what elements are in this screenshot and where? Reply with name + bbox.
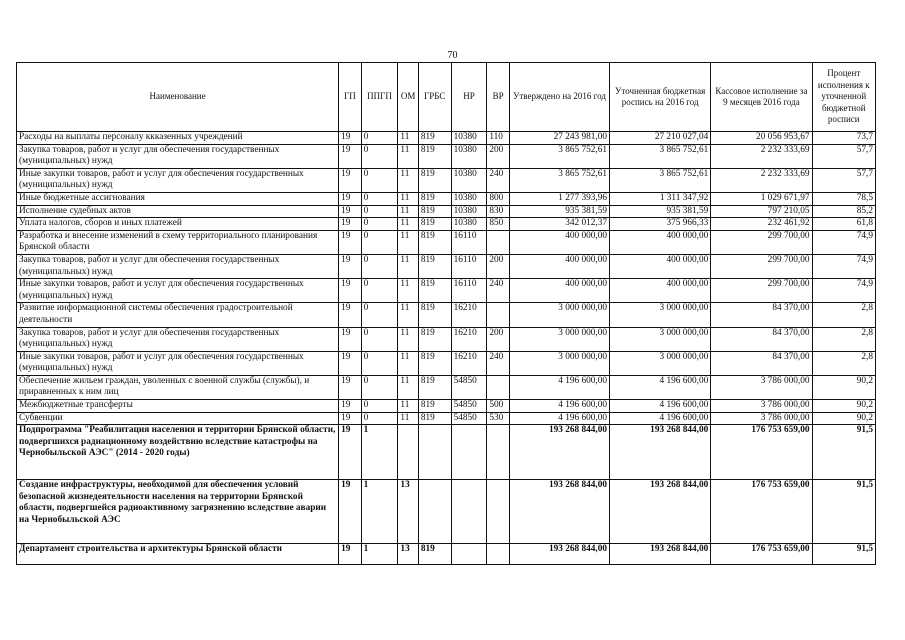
cell-nr: 10380 [451,132,487,145]
cell-name: Расходы на выплаты персоналу ккказенных учреждений [17,132,339,145]
cell-executed: 299 700,00 [711,279,812,303]
cell-approved: 3 000 000,00 [509,327,609,351]
table-row [17,303,876,327]
cell-nr: 10380 [451,168,487,192]
cell-om [398,425,418,480]
cell-approved: 193 268 844,00 [509,480,609,544]
cell-om: 11 [398,205,418,218]
cell-grbs: 819 [418,254,451,278]
cell-gp: 19 [339,303,361,327]
table-row [17,351,876,375]
cell-gp: 19 [339,544,361,565]
cell-gp: 19 [339,132,361,145]
cell-refined: 400 000,00 [610,254,711,278]
cell-approved: 4 196 600,00 [509,400,609,413]
cell-refined: 3 000 000,00 [610,327,711,351]
cell-approved: 27 243 981,00 [509,132,609,145]
cell-percent: 74,9 [812,279,875,303]
table-row [17,218,876,231]
table-row [17,144,876,168]
cell-om: 11 [398,375,418,399]
cell-nr: 54850 [451,412,487,425]
cell-ppgp: 1 [361,544,398,565]
cell-grbs: 819 [418,303,451,327]
cell-vr: 240 [487,168,509,192]
cell-refined: 193 268 844,00 [610,544,711,565]
cell-vr: 240 [487,351,509,375]
cell-grbs: 819 [418,168,451,192]
cell-grbs: 819 [418,327,451,351]
cell-percent: 57,7 [812,144,875,168]
cell-gp: 19 [339,230,361,254]
cell-refined: 3 865 752,61 [610,144,711,168]
cell-percent: 78,5 [812,192,875,205]
cell-om: 11 [398,351,418,375]
cell-approved: 3 000 000,00 [509,303,609,327]
cell-percent: 73,7 [812,132,875,145]
cell-name: Создание инфраструктуры, необходимой для обеспечения условий безопасной жизнедеятельности населения на территории Брянской области, подвергшейся радиоактивному загрязнению вследствие аварии на Чернобыльской АЭС [17,480,339,544]
cell-name: Иные закупки товаров, работ и услуг для обеспечения государственных (муниципальных) нужд [17,351,339,375]
cell-ppgp: 0 [361,192,398,205]
cell-vr: 830 [487,205,509,218]
cell-approved: 400 000,00 [509,230,609,254]
cell-refined: 193 268 844,00 [610,425,711,480]
cell-name: Развитие информационной системы обеспечения градостроительной деятельности [17,303,339,327]
header-nr: НР [451,63,487,132]
table-row [17,168,876,192]
header-executed: Кассовое исполнение за 9 месяцев 2016 года [711,63,812,132]
table-row [17,425,876,480]
cell-refined: 193 268 844,00 [610,480,711,544]
cell-executed: 84 370,00 [711,303,812,327]
cell-approved: 193 268 844,00 [509,544,609,565]
cell-gp: 19 [339,400,361,413]
cell-grbs: 819 [418,144,451,168]
cell-percent: 2,8 [812,303,875,327]
cell-executed: 3 786 000,00 [711,400,812,413]
cell-vr: 110 [487,132,509,145]
cell-executed: 2 232 333,69 [711,168,812,192]
cell-refined: 3 000 000,00 [610,351,711,375]
table-row [17,480,876,544]
cell-gp: 19 [339,327,361,351]
cell-gp: 19 [339,279,361,303]
cell-om: 11 [398,192,418,205]
cell-ppgp: 0 [361,205,398,218]
cell-vr: 530 [487,412,509,425]
cell-refined: 4 196 600,00 [610,400,711,413]
cell-om: 11 [398,303,418,327]
cell-grbs: 819 [418,544,451,565]
cell-percent: 90,2 [812,375,875,399]
cell-name: Подпрограмма "Реабилитация населения и территории Брянской области, подвергшихся радиационному воздействию вследствие катастрофы на Чернобыльской АЭС" (2014 - 2020 годы) [17,425,339,480]
page-number: 70 [447,50,458,61]
table-row [17,132,876,145]
cell-om: 11 [398,218,418,231]
cell-om: 11 [398,168,418,192]
cell-vr [487,544,509,565]
table-row [17,412,876,425]
cell-gp: 19 [339,205,361,218]
cell-name: Закупка товаров, работ и услуг для обеспечения государственных (муниципальных) нужд [17,254,339,278]
table-row [17,327,876,351]
cell-approved: 400 000,00 [509,254,609,278]
header-vr: ВР [487,63,509,132]
cell-approved: 3 865 752,61 [509,144,609,168]
cell-ppgp: 1 [361,425,398,480]
cell-refined: 1 311 347,92 [610,192,711,205]
cell-gp: 19 [339,192,361,205]
cell-ppgp: 0 [361,303,398,327]
cell-nr [451,425,487,480]
cell-grbs [418,425,451,480]
cell-percent: 2,8 [812,327,875,351]
cell-om: 11 [398,279,418,303]
cell-approved: 193 268 844,00 [509,425,609,480]
cell-executed: 176 753 659,00 [711,480,812,544]
table-row [17,400,876,413]
cell-percent: 61,8 [812,218,875,231]
cell-executed: 20 056 953,67 [711,132,812,145]
cell-name: Иные закупки товаров, работ и услуг для обеспечения государственных (муниципальных) нужд [17,279,339,303]
cell-refined: 935 381,59 [610,205,711,218]
header-name: Наименование [17,63,339,132]
cell-ppgp: 0 [361,132,398,145]
cell-gp: 19 [339,480,361,544]
cell-executed: 797 210,05 [711,205,812,218]
header-grbs: ГРБС [418,63,451,132]
cell-nr [451,544,487,565]
cell-nr: 10380 [451,144,487,168]
table-row [17,544,876,565]
table-row [17,375,876,399]
table-header [17,63,876,132]
cell-om: 13 [398,480,418,544]
cell-executed: 3 786 000,00 [711,375,812,399]
cell-ppgp: 0 [361,327,398,351]
cell-refined: 4 196 600,00 [610,375,711,399]
header-om: ОМ [398,63,418,132]
cell-approved: 4 196 600,00 [509,412,609,425]
cell-vr [487,303,509,327]
cell-name: Уплата налогов, сборов и иных платежей [17,218,339,231]
cell-executed: 299 700,00 [711,230,812,254]
table-body [17,132,876,565]
cell-refined: 400 000,00 [610,230,711,254]
cell-executed: 2 232 333,69 [711,144,812,168]
cell-om: 11 [398,144,418,168]
cell-ppgp: 0 [361,412,398,425]
cell-ppgp: 0 [361,230,398,254]
cell-approved: 3 865 752,61 [509,168,609,192]
cell-percent: 74,9 [812,254,875,278]
cell-ppgp: 0 [361,218,398,231]
cell-executed: 299 700,00 [711,254,812,278]
cell-om: 11 [398,230,418,254]
cell-gp: 19 [339,144,361,168]
cell-nr: 16110 [451,230,487,254]
cell-executed: 84 370,00 [711,327,812,351]
header-ppgp: ППГП [361,63,398,132]
cell-refined: 27 210 027,04 [610,132,711,145]
cell-refined: 375 966,33 [610,218,711,231]
cell-om: 11 [398,400,418,413]
cell-name: Обеспечение жильем граждан, уволенных с военной службы (службы), и приравненных к ним лиц [17,375,339,399]
cell-nr: 16210 [451,351,487,375]
cell-executed: 3 786 000,00 [711,412,812,425]
cell-vr: 200 [487,144,509,168]
cell-name: Субвенции [17,412,339,425]
cell-grbs: 819 [418,375,451,399]
cell-vr: 850 [487,218,509,231]
cell-nr: 10380 [451,192,487,205]
cell-approved: 935 381,59 [509,205,609,218]
header-gp: ГП [339,63,361,132]
cell-vr [487,425,509,480]
table-row [17,192,876,205]
cell-nr: 16110 [451,279,487,303]
cell-ppgp: 0 [361,168,398,192]
table-row [17,279,876,303]
cell-name: Закупка товаров, работ и услуг для обеспечения государственных (муниципальных) нужд [17,144,339,168]
cell-executed: 176 753 659,00 [711,425,812,480]
cell-nr: 54850 [451,375,487,399]
cell-gp: 19 [339,254,361,278]
table-row [17,254,876,278]
cell-gp: 19 [339,168,361,192]
cell-refined: 400 000,00 [610,279,711,303]
cell-ppgp: 1 [361,480,398,544]
cell-grbs: 819 [418,400,451,413]
cell-percent: 2,8 [812,351,875,375]
cell-executed: 232 461,92 [711,218,812,231]
cell-name: Исполнение судебных актов [17,205,339,218]
cell-vr: 200 [487,254,509,278]
cell-om: 13 [398,544,418,565]
cell-vr: 500 [487,400,509,413]
cell-vr [487,230,509,254]
cell-executed: 176 753 659,00 [711,544,812,565]
cell-name: Межбюджетные трансферты [17,400,339,413]
header-percent: Процент исполнения к уточненной бюджетной росписи [812,63,875,132]
budget-table [16,62,876,565]
cell-grbs: 819 [418,279,451,303]
cell-ppgp: 0 [361,254,398,278]
cell-grbs: 819 [418,230,451,254]
cell-gp: 19 [339,375,361,399]
cell-gp: 19 [339,412,361,425]
cell-ppgp: 0 [361,400,398,413]
cell-grbs: 819 [418,218,451,231]
cell-approved: 3 000 000,00 [509,351,609,375]
cell-grbs: 819 [418,132,451,145]
cell-om: 11 [398,132,418,145]
cell-name: Иные закупки товаров, работ и услуг для обеспечения государственных (муниципальных) нужд [17,168,339,192]
header-approved: Утверждено на 2016 год [509,63,609,132]
cell-percent: 91,5 [812,425,875,480]
cell-grbs: 819 [418,192,451,205]
cell-executed: 1 029 671,97 [711,192,812,205]
cell-approved: 342 012,37 [509,218,609,231]
cell-vr: 800 [487,192,509,205]
cell-refined: 4 196 600,00 [610,412,711,425]
cell-vr: 200 [487,327,509,351]
cell-approved: 4 196 600,00 [509,375,609,399]
table-row [17,205,876,218]
cell-nr: 10380 [451,205,487,218]
cell-grbs [418,480,451,544]
cell-percent: 85,2 [812,205,875,218]
cell-om: 11 [398,327,418,351]
cell-executed: 84 370,00 [711,351,812,375]
cell-om: 11 [398,412,418,425]
cell-nr: 54850 [451,400,487,413]
cell-nr: 16110 [451,254,487,278]
cell-percent: 91,5 [812,480,875,544]
cell-vr [487,375,509,399]
cell-percent: 90,2 [812,400,875,413]
cell-approved: 400 000,00 [509,279,609,303]
cell-ppgp: 0 [361,144,398,168]
cell-ppgp: 0 [361,351,398,375]
cell-name: Закупка товаров, работ и услуг для обеспечения государственных (муниципальных) нужд [17,327,339,351]
cell-percent: 74,9 [812,230,875,254]
cell-grbs: 819 [418,412,451,425]
cell-ppgp: 0 [361,279,398,303]
cell-nr: 16210 [451,303,487,327]
cell-vr: 240 [487,279,509,303]
cell-nr: 16210 [451,327,487,351]
cell-nr: 10380 [451,218,487,231]
cell-percent: 91,5 [812,544,875,565]
cell-grbs: 819 [418,351,451,375]
cell-name: Иные бюджетные ассигнования [17,192,339,205]
cell-gp: 19 [339,351,361,375]
cell-gp: 19 [339,425,361,480]
cell-refined: 3 865 752,61 [610,168,711,192]
cell-gp: 19 [339,218,361,231]
cell-grbs: 819 [418,205,451,218]
cell-vr [487,480,509,544]
cell-percent: 90,2 [812,412,875,425]
cell-name: Разработка и внесение изменений в схему территориального планирования Брянской области [17,230,339,254]
cell-nr [451,480,487,544]
cell-name: Департамент строительства и архитектуры Брянской области [17,544,339,565]
cell-ppgp: 0 [361,375,398,399]
cell-approved: 1 277 393,96 [509,192,609,205]
cell-refined: 3 000 000,00 [610,303,711,327]
cell-percent: 57,7 [812,168,875,192]
cell-om: 11 [398,254,418,278]
header-refined: Уточненная бюджетная роспись на 2016 год [610,63,711,132]
table-row [17,230,876,254]
